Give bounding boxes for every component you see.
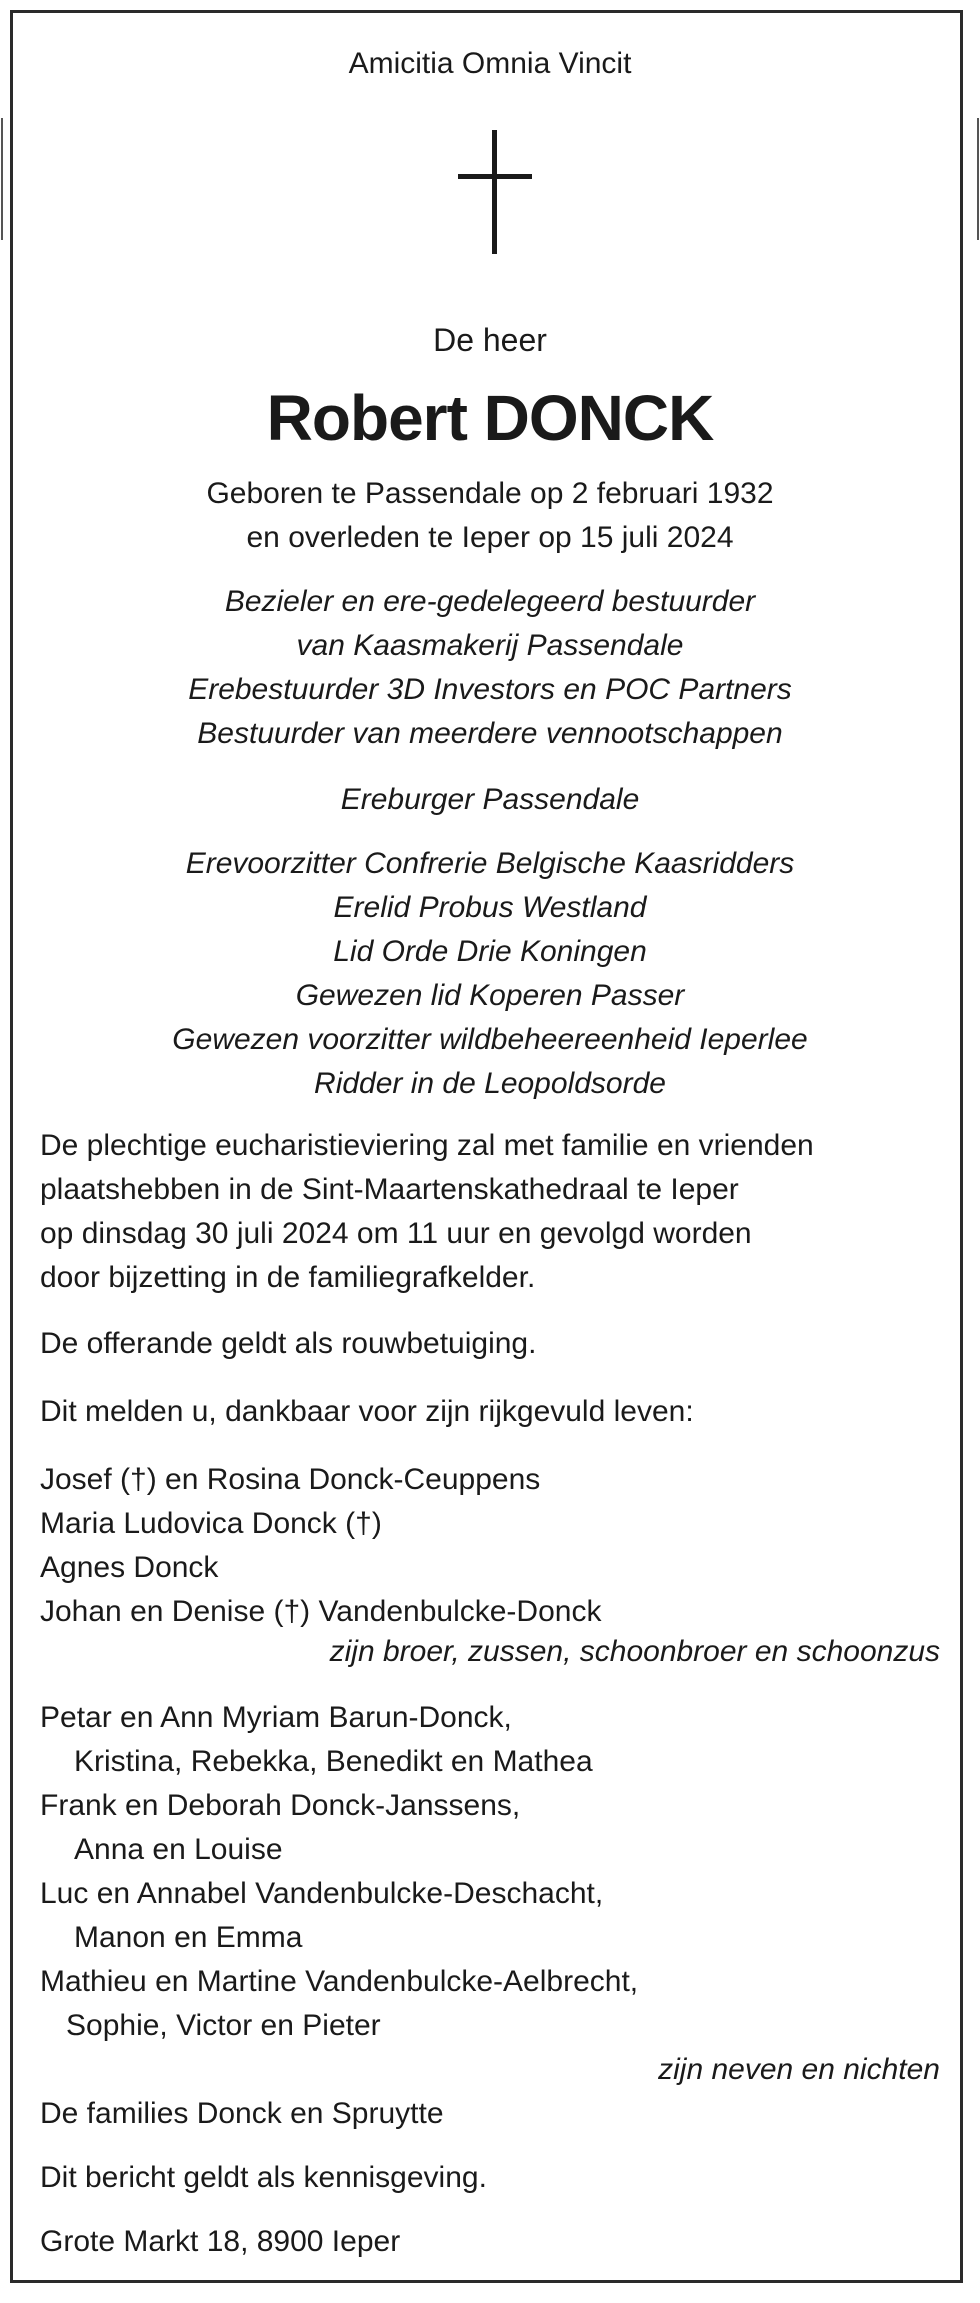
function-line: Erebestuurder 3D Investors en POC Partners — [188, 673, 792, 706]
nephew-children-line: Kristina, Rebekka, Benedikt en Mathea — [74, 1745, 593, 1778]
funeral-text: op dinsdag 30 juli 2024 om 11 uur en gevolgd worden — [40, 1217, 752, 1250]
nephew-line: Mathieu en Martine Vandenbulcke-Aelbrecht, — [40, 1965, 639, 1998]
organization-line: Gewezen lid Koperen Passer — [295, 979, 685, 1012]
organization-line: Erevoorzitter Confrerie Belgische Kaasridders — [185, 847, 795, 880]
siblings-relation: zijn broer, zussen, schoonbroer en schoonzus — [329, 1635, 940, 1668]
funeral-text: De plechtige eucharistieviering zal met familie en vrienden — [40, 1129, 814, 1162]
sibling-line: Johan en Denise (†) Vandenbulcke-Donck — [40, 1595, 602, 1628]
deceased-name: Robert DONCK — [266, 382, 714, 454]
nephew-line: Petar en Ann Myriam Barun-Donck, — [40, 1701, 512, 1734]
offering-text: De offerande geldt als rouwbetuiging. — [40, 1327, 537, 1360]
funeral-text: plaatshebben in de Sint-Maartenskathedraal te Ieper — [40, 1173, 739, 1206]
function-line: van Kaasmakerij Passendale — [296, 629, 684, 662]
announcement-text: Dit melden u, dankbaar voor zijn rijkgevuld leven: — [40, 1395, 694, 1428]
salutation: De heer — [433, 322, 547, 358]
nephew-children-line: Anna en Louise — [74, 1833, 283, 1866]
nephew-line: Luc en Annabel Vandenbulcke-Deschacht, — [40, 1877, 604, 1910]
organization-line: Gewezen voorzitter wildbeheereenheid Ieperlee — [172, 1023, 808, 1056]
function-line: Bestuurder van meerdere vennootschappen — [197, 717, 783, 750]
nephew-children-line: Sophie, Victor en Pieter — [66, 2009, 381, 2042]
function-line: Bezieler en ere-gedelegeerd bestuurder — [224, 585, 756, 618]
nephews-relation: zijn neven en nichten — [658, 2053, 940, 2086]
nephew-line: Frank en Deborah Donck-Janssens, — [40, 1789, 521, 1822]
sibling-line: Josef (†) en Rosina Donck-Ceuppens — [40, 1463, 541, 1496]
birth-line: Geboren te Passendale op 2 februari 1932 — [206, 477, 774, 510]
address-text: Grote Markt 18, 8900 Ieper — [40, 2225, 401, 2258]
notice-text: Dit bericht geldt als kennisgeving. — [40, 2161, 487, 2194]
cross-icon — [458, 130, 532, 254]
nephew-children-line: Manon en Emma — [74, 1921, 303, 1954]
death-line: en overleden te Ieper op 15 juli 2024 — [246, 521, 734, 554]
organization-line: Lid Orde Drie Koningen — [333, 935, 647, 968]
sibling-line: Agnes Donck — [40, 1551, 219, 1584]
funeral-text: door bijzetting in de familiegrafkelder. — [40, 1261, 536, 1294]
sibling-line: Maria Ludovica Donck (†) — [40, 1507, 382, 1540]
families-text: De families Donck en Spruytte — [40, 2097, 444, 2130]
honorary-citizen: Ereburger Passendale — [340, 783, 640, 816]
motto: Amicitia Omnia Vincit — [348, 47, 632, 80]
organization-line: Ridder in de Leopoldsorde — [314, 1067, 666, 1100]
organization-line: Erelid Probus Westland — [333, 891, 647, 924]
